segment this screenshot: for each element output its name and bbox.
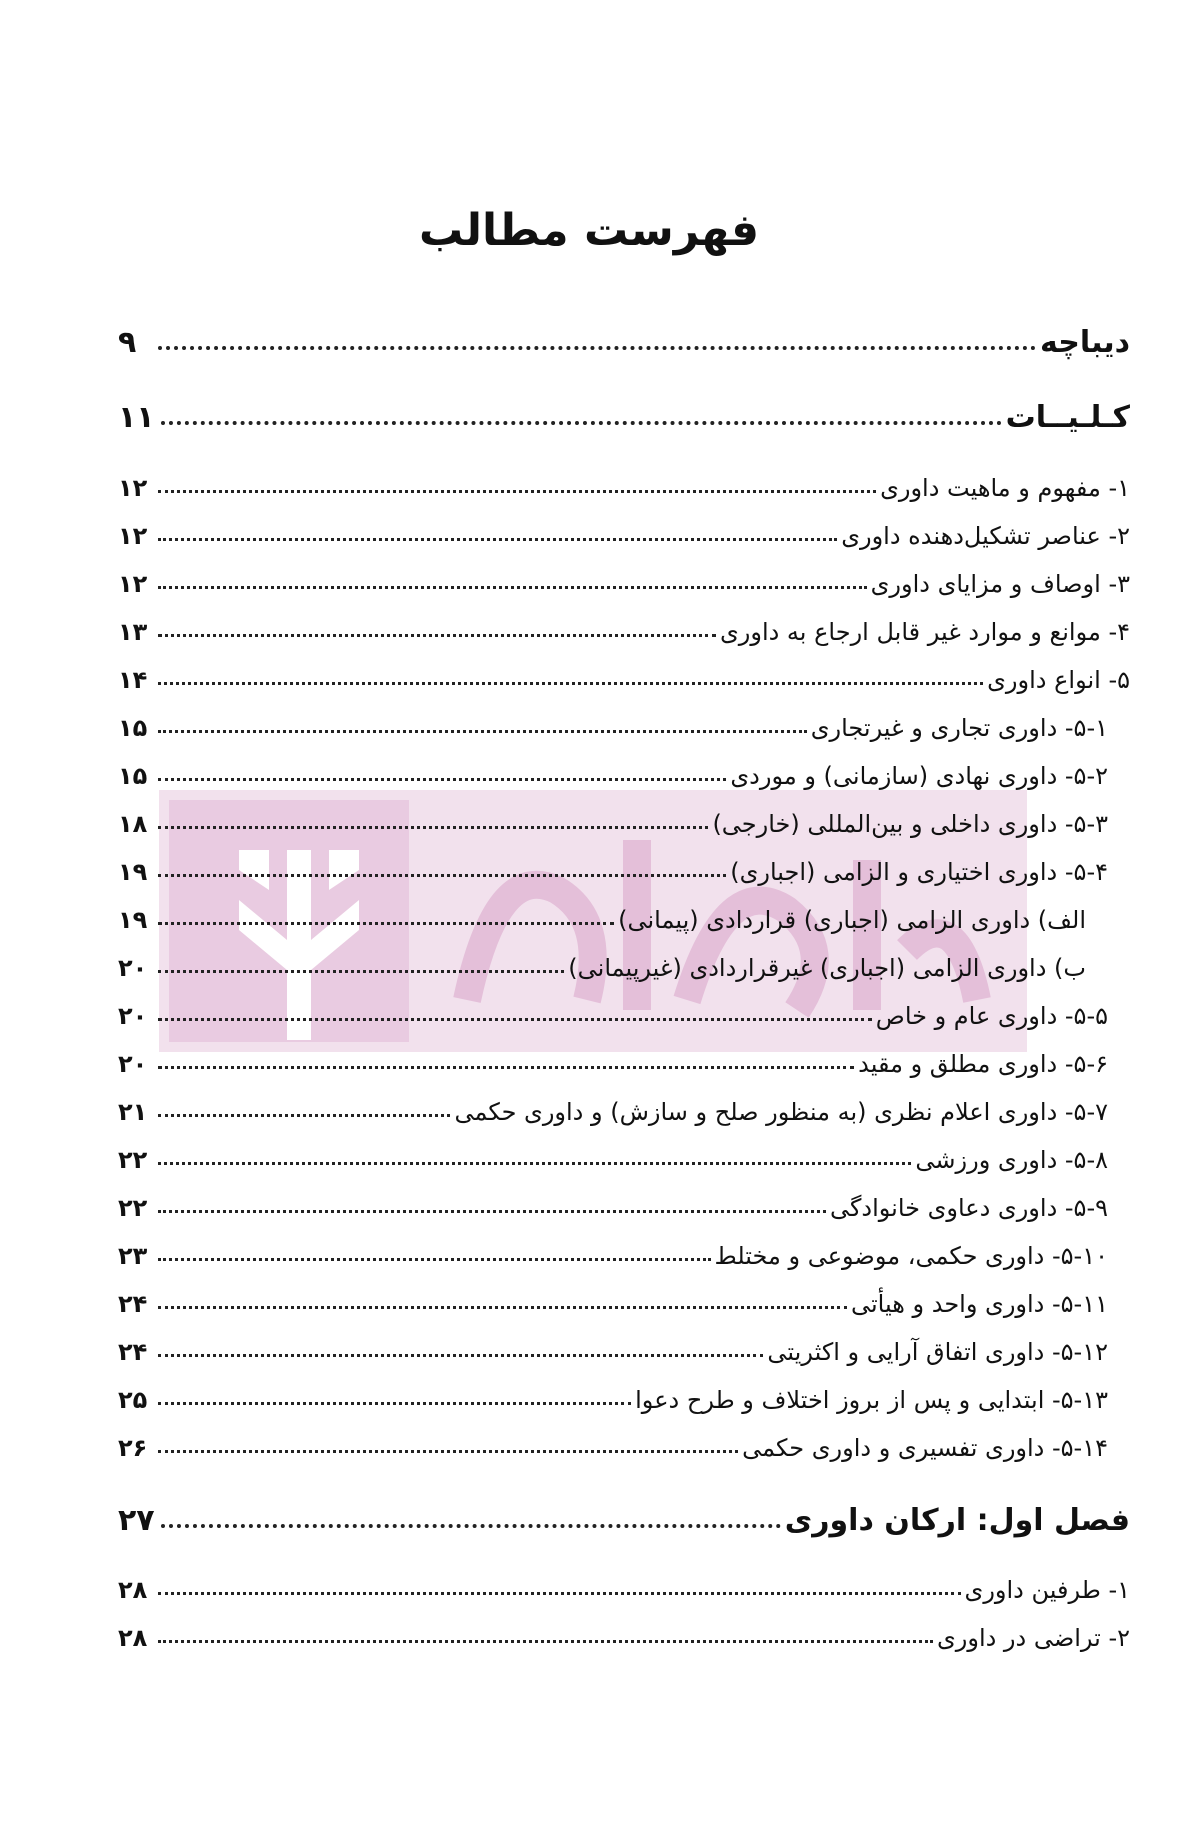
toc-label: ۵-۱۲- داوری اتفاق آرایی و اکثریتی — [767, 1338, 1108, 1366]
page-title: فهرست مطالب — [418, 205, 760, 256]
leader-dots — [158, 1592, 961, 1595]
toc-page-number: ۲۸ — [118, 1576, 148, 1604]
toc-row — [118, 395, 1130, 435]
toc-label: ۵-۱- داوری تجاری و غیرتجاری — [810, 714, 1108, 742]
leader-dots — [158, 346, 1036, 350]
leader-dots — [158, 538, 837, 541]
leader-dots — [158, 1450, 738, 1453]
toc-page-number: ۲۰ — [118, 1050, 148, 1078]
leader-dots — [158, 1162, 911, 1165]
leader-dots — [158, 682, 983, 685]
toc-row — [118, 558, 1130, 598]
toc-row — [118, 1278, 1130, 1318]
leader-dots — [161, 1524, 781, 1528]
toc-label: ۵-۲- داوری نهادی (سازمانی) و موردی — [730, 762, 1108, 790]
leader-dots — [158, 490, 876, 493]
toc-row — [118, 1422, 1130, 1462]
leader-dots — [158, 826, 708, 829]
leader-dots — [158, 778, 726, 781]
toc-row — [118, 1086, 1130, 1126]
toc-label: ۵-۱۰- داوری حکمی، موضوعی و مختلط — [714, 1242, 1108, 1270]
leader-dots — [158, 634, 716, 637]
toc-row — [118, 462, 1130, 502]
toc-label: دیباچه — [1040, 325, 1130, 360]
leader-dots — [161, 421, 1002, 425]
toc-page-number: ۱۲ — [118, 570, 148, 598]
leader-dots — [158, 1114, 450, 1117]
toc-page-number: ۱۴ — [118, 666, 148, 694]
toc-page-number: ۲۰ — [118, 954, 148, 982]
toc-row — [118, 1038, 1130, 1078]
toc-label: ۵-۹- داوری دعاوی خانوادگی — [829, 1194, 1108, 1222]
toc-row — [118, 1564, 1130, 1604]
toc-page-number: ۱۹ — [118, 858, 148, 886]
toc-label: فصل اول: ارکان داوری — [784, 1503, 1130, 1538]
toc-label: ۵-۱۳- ابتدایی و پس از بروز اختلاف و طرح دعوا — [635, 1386, 1108, 1414]
toc-page-number: ۱۲ — [118, 474, 148, 502]
toc-page-number: ۱۲ — [118, 522, 148, 550]
leader-dots — [158, 730, 807, 733]
toc-label: کـلـیــات — [1005, 400, 1130, 435]
toc-label: ۵-۸- داوری ورزشی — [915, 1146, 1108, 1174]
toc-row — [118, 1374, 1130, 1414]
toc-row — [118, 1612, 1130, 1652]
leader-dots — [158, 874, 726, 877]
leader-dots — [158, 1306, 847, 1309]
toc-page-number: ۱۸ — [118, 810, 148, 838]
toc-page-number: ۲۲ — [118, 1146, 148, 1174]
toc-row — [118, 894, 1130, 934]
leader-dots — [158, 970, 564, 973]
toc-row — [118, 942, 1130, 982]
leader-dots — [158, 586, 867, 589]
toc-page-number: ۱۵ — [118, 762, 148, 790]
toc-page-number: ۱۵ — [118, 714, 148, 742]
toc-label: ۱- مفهوم و ماهیت داوری — [880, 474, 1130, 502]
toc-label: الف) داوری الزامی (اجباری) قراردادی (پیمانی) — [618, 906, 1086, 934]
leader-dots — [158, 1018, 872, 1021]
leader-dots — [158, 922, 614, 925]
toc-row — [118, 1498, 1130, 1538]
toc-page-number: ۲۰ — [118, 1002, 148, 1030]
toc-page-number: ۲۱ — [118, 1098, 148, 1126]
toc-row — [118, 990, 1130, 1030]
toc-page-number: ۹ — [118, 325, 137, 360]
toc-page-number: ۲۶ — [118, 1434, 148, 1462]
toc-row — [118, 1134, 1130, 1174]
toc-page-number: ۲۸ — [118, 1624, 148, 1652]
toc-row — [118, 654, 1130, 694]
toc-label: ۲- تراضی در داوری — [936, 1624, 1130, 1652]
toc-label: ۵-۷- داوری اعلام نظری (به منظور صلح و سازش) و داوری حکمی — [454, 1098, 1108, 1126]
toc-label: ۵- انواع داوری — [987, 666, 1130, 694]
toc-page-number: ۲۳ — [118, 1242, 148, 1270]
toc-row — [118, 846, 1130, 886]
toc-row — [118, 606, 1130, 646]
leader-dots — [158, 1258, 711, 1261]
toc-label: ۴- موانع و موارد غیر قابل ارجاع به داوری — [719, 618, 1130, 646]
toc-label: ۵-۱۴- داوری تفسیری و داوری حکمی — [742, 1434, 1108, 1462]
toc-page-number: ۱۳ — [118, 618, 148, 646]
toc-label: ۵-۴- داوری اختیاری و الزامی (اجباری) — [730, 858, 1108, 886]
toc-page-number: ۱۱ — [118, 400, 155, 435]
toc-label: ۵-۳- داوری داخلی و بین‌المللی (خارجی) — [712, 810, 1108, 838]
toc-label: ۲- عناصر تشکیل‌دهنده داوری — [841, 522, 1130, 550]
toc-page-number: ۲۴ — [118, 1338, 148, 1366]
leader-dots — [158, 1210, 826, 1213]
leader-dots — [158, 1402, 631, 1405]
leader-dots — [158, 1354, 763, 1357]
leader-dots — [158, 1066, 854, 1069]
toc-page-number: ۲۵ — [118, 1386, 148, 1414]
toc-page-number: ۲۲ — [118, 1194, 148, 1222]
toc-label: ۵-۶- داوری مطلق و مقید — [858, 1050, 1108, 1078]
toc-page-number: ۲۷ — [118, 1503, 155, 1538]
toc-page-number: ۱۹ — [118, 906, 148, 934]
toc-row — [118, 510, 1130, 550]
toc-label: ۵-۵- داوری عام و خاص — [875, 1002, 1108, 1030]
leader-dots — [158, 1640, 933, 1643]
toc-row — [118, 1326, 1130, 1366]
toc-row — [118, 798, 1130, 838]
toc-row — [118, 750, 1130, 790]
toc-label: ۵-۱۱- داوری واحد و هیأتی — [850, 1290, 1108, 1318]
toc-label: ۳- اوصاف و مزایای داوری — [870, 570, 1130, 598]
toc-row — [118, 1182, 1130, 1222]
toc-label: ب) داوری الزامی (اجباری) غیرقراردادی (غیرپیمانی) — [568, 954, 1086, 982]
toc-row — [118, 320, 1130, 360]
toc-page-number: ۲۴ — [118, 1290, 148, 1318]
toc-row — [118, 702, 1130, 742]
toc-label: ۱- طرفین داوری — [964, 1576, 1130, 1604]
toc-row — [118, 1230, 1130, 1270]
